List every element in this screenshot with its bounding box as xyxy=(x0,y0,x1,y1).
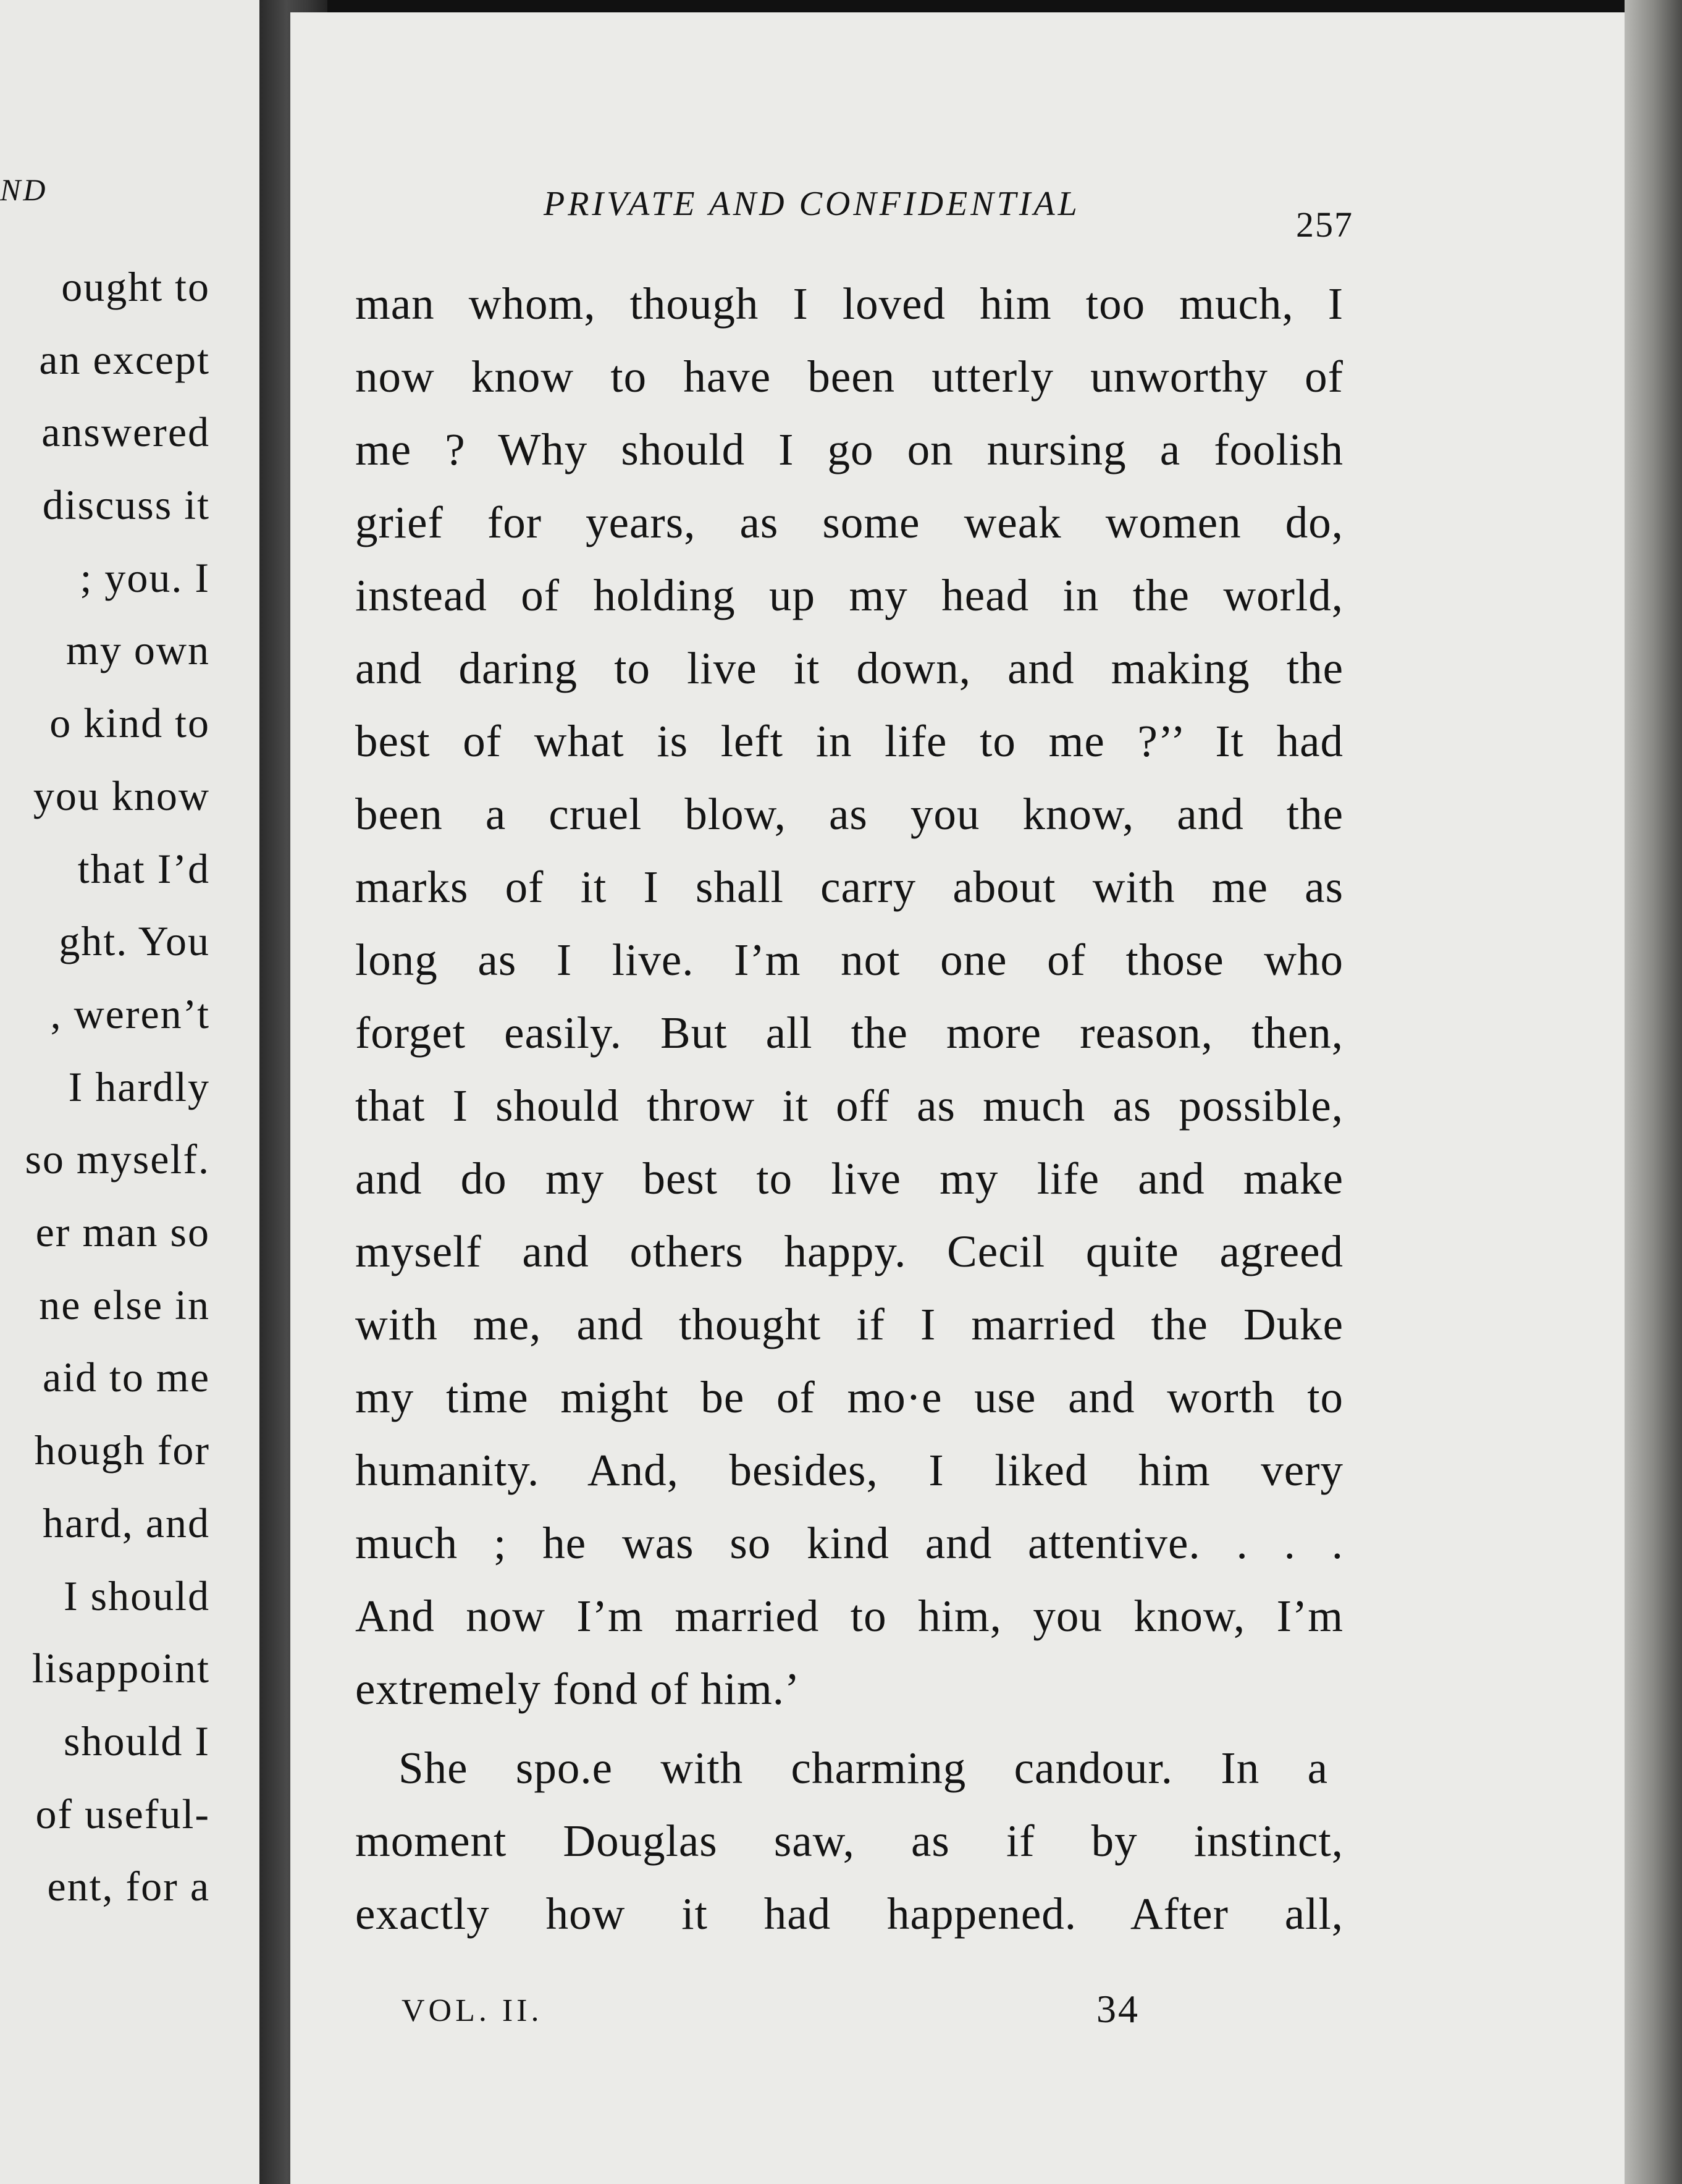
body-text-line: myself and others happy. Cecil quite agreed xyxy=(355,1226,1343,1276)
left-text-line: that I’d xyxy=(77,845,210,892)
left-text-line: ought to xyxy=(61,263,210,310)
left-text-line: I hardly xyxy=(68,1063,210,1110)
body-text-line: moment Douglas saw, as if by instinct, xyxy=(355,1816,1343,1866)
left-text-line: my own xyxy=(66,626,210,673)
page-edge xyxy=(1625,0,1682,2184)
page-number: 257 xyxy=(1296,204,1353,245)
body-text-line: and do my best to live my life and make xyxy=(355,1153,1343,1204)
body-text-line: exactly how it had happened. After all, xyxy=(355,1889,1343,1939)
volume-signature: VOL. II. xyxy=(402,1993,543,2028)
body-text-line: my time might be of mo·e use and worth to xyxy=(355,1372,1343,1422)
left-text-line: lisappoint xyxy=(32,1645,210,1692)
left-text-line: ght. You xyxy=(59,917,210,964)
body-text-line: much ; he was so kind and attentive. . . . xyxy=(355,1518,1343,1568)
left-text-line: you know xyxy=(33,772,210,819)
body-text-line: forget easily. But all the more reason, then, xyxy=(355,1008,1343,1058)
left-text-line: ; you. I xyxy=(80,554,210,601)
left-text-line: er man so xyxy=(35,1208,210,1255)
body-text-line: extremely fond of him.’ xyxy=(355,1664,801,1714)
left-running-head: ND xyxy=(0,172,48,207)
body-text-line: instead of holding up my head in the world, xyxy=(355,570,1343,620)
left-text-line: of useful- xyxy=(35,1790,210,1837)
body-text-line: me ? Why should I go on nursing a foolish xyxy=(355,424,1343,474)
body-text-line: been a cruel blow, as you know, and the xyxy=(355,789,1343,839)
left-text-line: answered xyxy=(41,408,210,455)
body-text-line: now know to have been utterly unworthy of xyxy=(355,352,1343,402)
body-text-line: humanity. And, besides, I liked him very xyxy=(355,1445,1343,1495)
left-text-line: discuss it xyxy=(42,481,210,528)
body-text-line: grief for years, as some weak women do, xyxy=(355,497,1343,547)
left-text-line: , weren’t xyxy=(50,990,210,1037)
left-page xyxy=(0,0,269,2184)
body-text-line: man whom, though I loved him too much, I xyxy=(355,279,1343,329)
left-text-line: o kind to xyxy=(49,699,210,746)
body-text-line: And now I’m married to him, you know, I’m xyxy=(355,1591,1343,1641)
left-text-line: an except xyxy=(39,336,210,383)
left-text-line: so myself. xyxy=(25,1136,210,1183)
body-text-line: marks of it I shall carry about with me as xyxy=(355,862,1343,912)
left-text-line: aid to me xyxy=(42,1354,210,1401)
body-text-line: long as I live. I’m not one of those who xyxy=(355,935,1343,985)
running-head: PRIVATE AND CONFIDENTIAL xyxy=(544,185,1080,223)
body-text-line: She spo.e with charming candour. In a xyxy=(398,1743,1328,1793)
left-text-line: ent, for a xyxy=(47,1863,210,1910)
left-text-line: hough for xyxy=(34,1427,210,1474)
left-text-line: hard, and xyxy=(42,1499,210,1546)
left-text-line: should I xyxy=(64,1718,210,1764)
left-text-line: ne else in xyxy=(39,1281,210,1328)
left-text-line: I should xyxy=(64,1572,210,1619)
signature-number: 34 xyxy=(1096,1987,1140,2031)
body-text-line: and daring to live it down, and making the xyxy=(355,643,1343,693)
body-text-line: with me, and thought if I married the Duke xyxy=(355,1299,1343,1349)
body-text-line: best of what is left in life to me ?’’ It had xyxy=(355,716,1343,766)
body-text-line: that I should throw it off as much as possible, xyxy=(355,1081,1343,1131)
